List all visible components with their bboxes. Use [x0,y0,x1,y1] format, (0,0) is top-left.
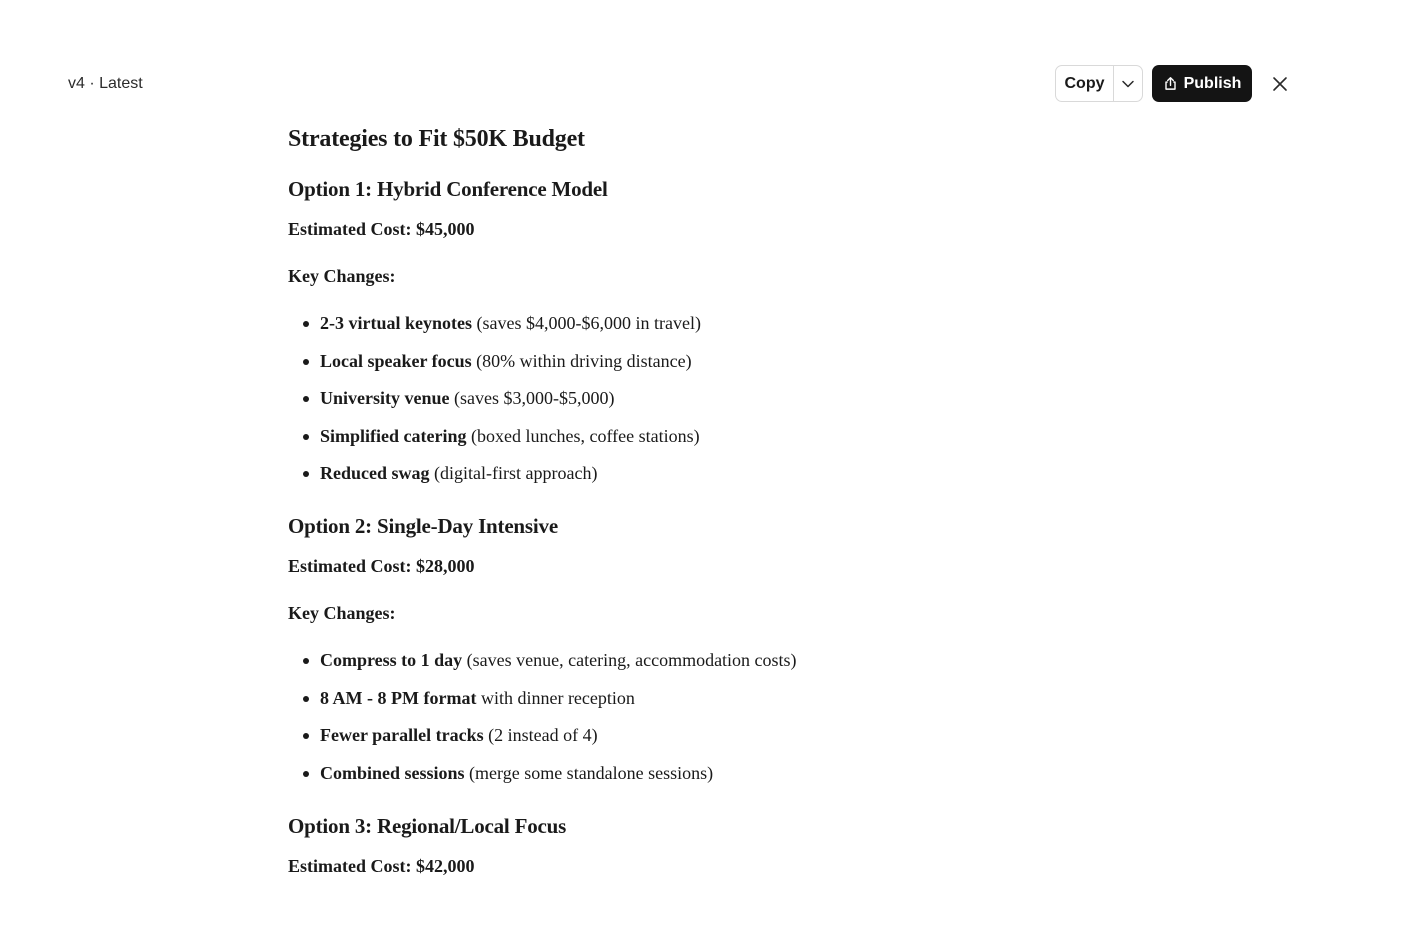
list-item [288,760,1108,798]
item-detail: (2 instead of 4) [488,725,598,746]
item-detail: (boxed lunches, coffee stations) [471,425,700,446]
item-bold: Simplified catering [320,425,467,446]
option-2-key-changes-label: Key Changes: [288,602,396,623]
option-1-title: Option 1: Hybrid Conference Model [288,177,608,201]
list-item [288,685,1108,723]
item-bold: Local speaker focus [320,350,472,371]
bullet [303,696,309,702]
option-2-cost: Estimated Cost: $28,000 [288,555,475,576]
option-1-cost: Estimated Cost: $45,000 [288,219,475,239]
copy-button-group [1055,65,1143,102]
bullet [303,434,309,440]
bullet [303,321,309,327]
item-bold: Compress to 1 day [320,649,463,670]
item-detail: (saves $3,000-$5,000) [454,388,615,409]
item-bold: Combined sessions [320,762,465,783]
bullet [303,359,309,365]
publish-label: Publish [1183,74,1242,92]
bullet [303,471,309,477]
chevron-down-icon [1121,77,1135,91]
copy-button[interactable]: Copy [1056,66,1114,101]
bullet [303,771,309,777]
item-detail: (saves venue, catering, accommodation costs) [466,649,797,670]
list-item [288,722,1108,760]
option-2-title: Option 2: Single-Day Intensive [288,513,558,538]
close-icon [1272,76,1288,92]
list-item [288,385,1108,423]
option-1-changes-list [288,310,1108,498]
item-detail: (digital-first approach) [434,463,598,484]
list-item [288,460,1108,498]
item-bold: 2-3 virtual keynotes [320,313,472,333]
share-icon [1163,76,1178,91]
option-3-cost: Estimated Cost: $42,000 [288,856,475,877]
item-bold: Reduced swag [320,463,430,484]
version-label: v4 · Latest [68,75,143,92]
item-bold: University venue [320,388,450,409]
option-2-changes-list [288,647,1108,797]
item-detail: (80% within driving distance) [476,350,692,371]
bullet [303,396,309,402]
document-title: Strategies to Fit $50K Budget [288,126,585,152]
item-bold: 8 AM - 8 PM format [320,687,477,708]
list-item [288,423,1108,461]
document-body [288,120,1108,879]
list-item [288,310,1108,348]
option-1-key-changes-label: Key Changes: [288,266,396,286]
close-button[interactable] [1270,74,1290,94]
item-bold: Fewer parallel tracks [320,725,484,746]
option-3-title: Option 3: Regional/Local Focus [288,814,567,839]
toolbar-actions [1055,65,1290,102]
bullet [303,733,309,739]
item-detail: (merge some standalone sessions) [469,762,714,783]
publish-button[interactable] [1152,65,1252,102]
item-detail: with dinner reception [480,687,635,708]
list-item [288,348,1108,386]
item-detail: (saves $4,000-$6,000 in travel) [476,313,701,333]
list-item [288,647,1108,685]
bullet [303,658,309,664]
copy-options-button[interactable] [1114,66,1142,101]
